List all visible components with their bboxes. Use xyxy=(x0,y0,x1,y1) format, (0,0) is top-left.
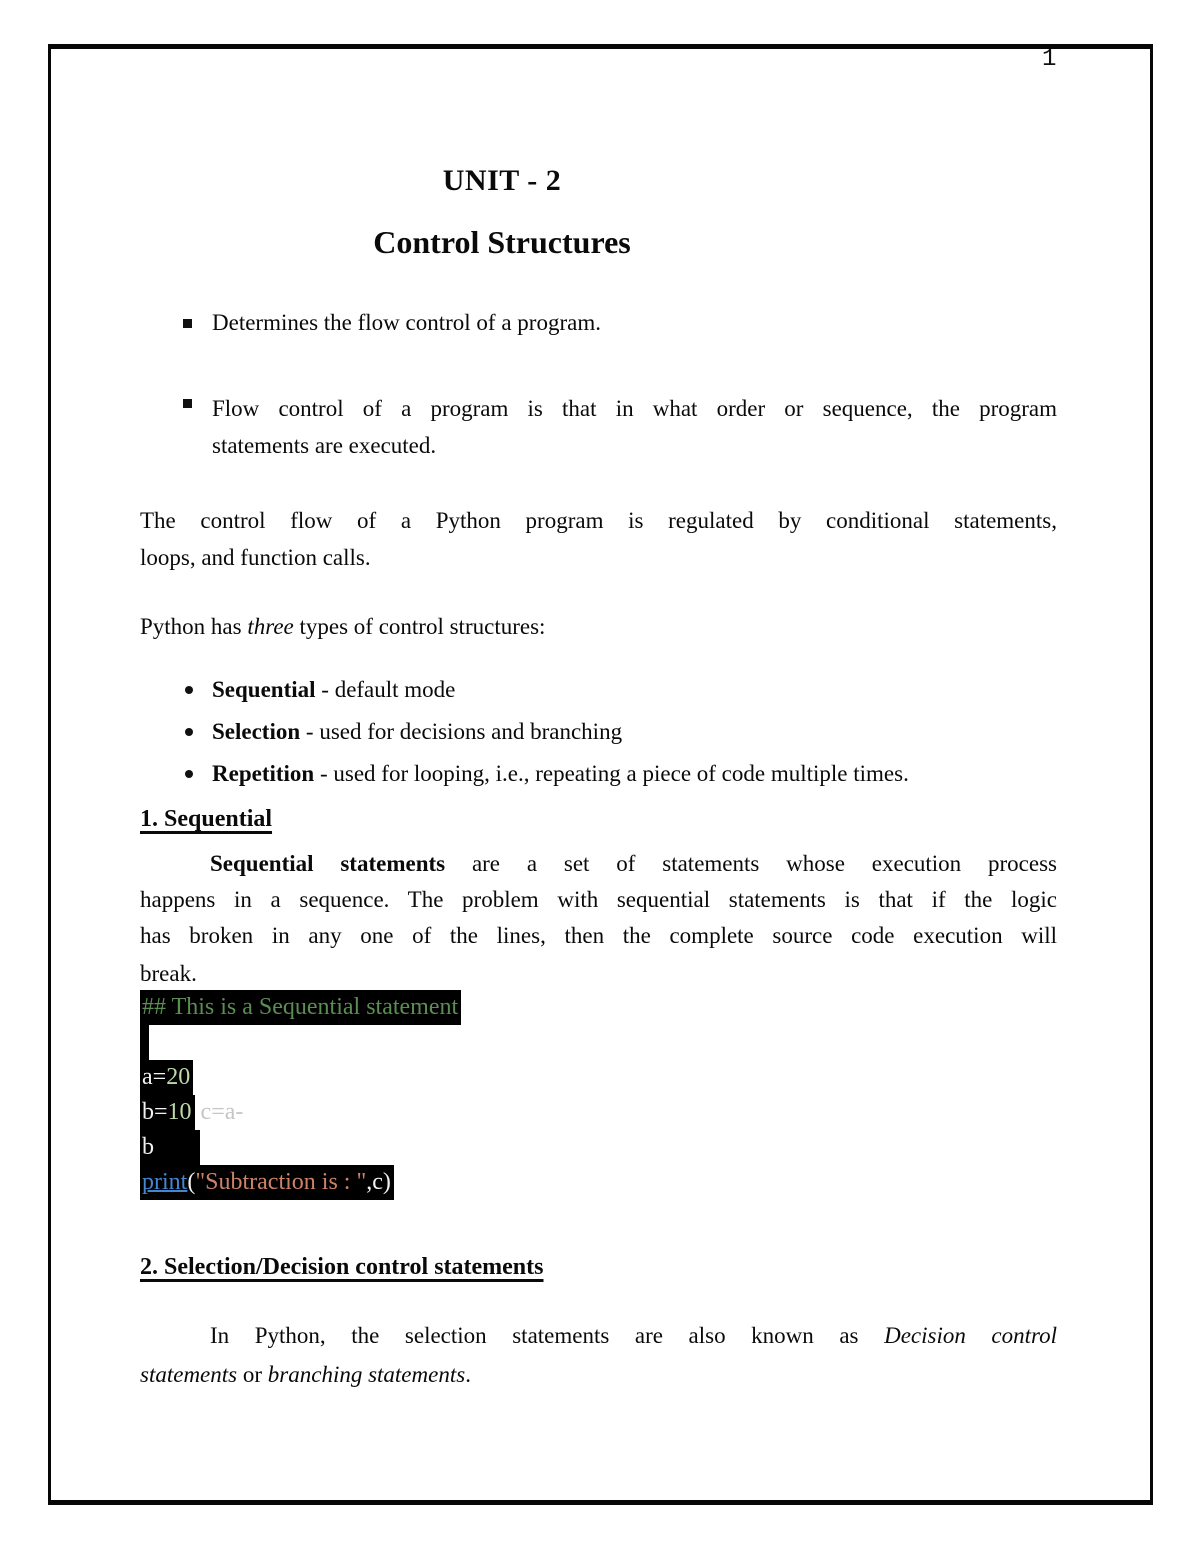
highlight-bar xyxy=(140,990,461,1025)
code-number: 10 xyxy=(167,1099,192,1125)
page-number: 1 xyxy=(1042,46,1057,73)
type-desc: - used for looping, i.e., repeating a piece of code multiple times. xyxy=(314,761,909,786)
selection-paragraph xyxy=(140,1316,1057,1394)
list-item-sequential xyxy=(140,676,1120,718)
code-line-wrap xyxy=(140,1130,1090,1165)
bullet-text: Determines the flow control of a program. xyxy=(212,310,601,335)
paragraph-line: The control flow of a Python program is regulated by conditional statements, xyxy=(140,508,1057,533)
round-bullet-icon xyxy=(185,770,193,778)
code-line-print xyxy=(140,1165,1090,1200)
highlight-bar xyxy=(140,1060,193,1095)
type-name: Selection xyxy=(212,719,301,744)
code-unhighlighted xyxy=(195,1099,244,1125)
paragraph-text: are a set of statements whose execution process xyxy=(445,851,1057,876)
code-expr: c=a- xyxy=(200,1099,244,1125)
type-name: Sequential xyxy=(212,677,316,702)
code-rest: ,c) xyxy=(366,1169,391,1195)
code-comment: ## This is a Sequential statement xyxy=(142,994,459,1020)
bullet-text-line: statements are executed. xyxy=(212,433,437,458)
type-name: Repetition xyxy=(212,761,315,786)
round-bullet-icon xyxy=(185,728,193,736)
paragraph-line: loops, and function calls. xyxy=(140,545,371,570)
highlight-bar xyxy=(140,1095,195,1130)
page-title: UNIT - 2 xyxy=(442,164,562,197)
code-line-empty xyxy=(140,1025,1090,1060)
code-block xyxy=(140,990,1090,1200)
types-intro-line xyxy=(140,614,545,640)
paragraph-bold-lead: Sequential statements xyxy=(210,851,446,876)
page-subtitle: Control Structures xyxy=(373,224,631,260)
square-bullet-icon xyxy=(183,399,192,408)
code-line-a xyxy=(140,1060,1090,1095)
code-line-b xyxy=(140,1095,1090,1130)
code-line-comment xyxy=(140,990,1090,1025)
paragraph-italic: branching statements xyxy=(267,1362,466,1387)
paragraph-italic: Decision control xyxy=(884,1323,1058,1348)
code-var: b= xyxy=(142,1099,168,1125)
square-bullet-item-2 xyxy=(140,390,1057,464)
types-intro-pre: Python has xyxy=(140,614,248,639)
type-list xyxy=(140,676,1120,802)
section-heading-selection: 2. Selection/Decision control statements xyxy=(140,1254,544,1280)
types-intro-post: types of control structures: xyxy=(293,614,546,639)
code-keyword-print: print xyxy=(142,1169,188,1195)
section-heading-sequential: 1. Sequential xyxy=(140,806,273,832)
square-bullet-item-1 xyxy=(140,310,1057,336)
type-desc: - used for decisions and branching xyxy=(300,719,623,744)
paragraph-line xyxy=(140,1316,1057,1355)
code-var: b xyxy=(142,1134,154,1160)
type-desc: - default mode xyxy=(315,677,456,702)
list-item-repetition xyxy=(140,760,1120,802)
highlight-bar xyxy=(140,1130,200,1165)
paragraph-italic: statements xyxy=(140,1362,238,1387)
list-item-selection xyxy=(140,718,1120,760)
sequential-paragraph xyxy=(140,846,1057,994)
code-number: 20 xyxy=(166,1064,191,1090)
square-bullet-icon xyxy=(183,319,192,328)
paragraph-text: . xyxy=(465,1362,471,1387)
code-string: "Subtraction is : " xyxy=(195,1169,367,1195)
highlight-strip xyxy=(140,1025,149,1060)
paragraph-text: In Python, the selection statements are also known as xyxy=(210,1323,885,1348)
flow-paragraph xyxy=(140,502,1057,576)
highlight-bar xyxy=(140,1165,394,1200)
code-paren: ( xyxy=(187,1169,196,1195)
round-bullet-icon xyxy=(185,686,193,694)
paragraph-line: has broken in any one of the lines, then the complete source code execution will xyxy=(140,923,1057,948)
paragraph-line xyxy=(140,1355,1057,1394)
code-var: a= xyxy=(142,1064,167,1090)
paragraph-text: or xyxy=(237,1362,268,1387)
bullet-text-line: Flow control of a program is that in what order or sequence, the program xyxy=(212,396,1057,421)
paragraph-line: break. xyxy=(140,961,197,986)
paragraph-line: happens in a sequence. The problem with sequential statements is that if the logic xyxy=(140,887,1057,912)
paragraph-line xyxy=(140,846,1057,882)
types-intro-italic: three xyxy=(247,614,294,639)
